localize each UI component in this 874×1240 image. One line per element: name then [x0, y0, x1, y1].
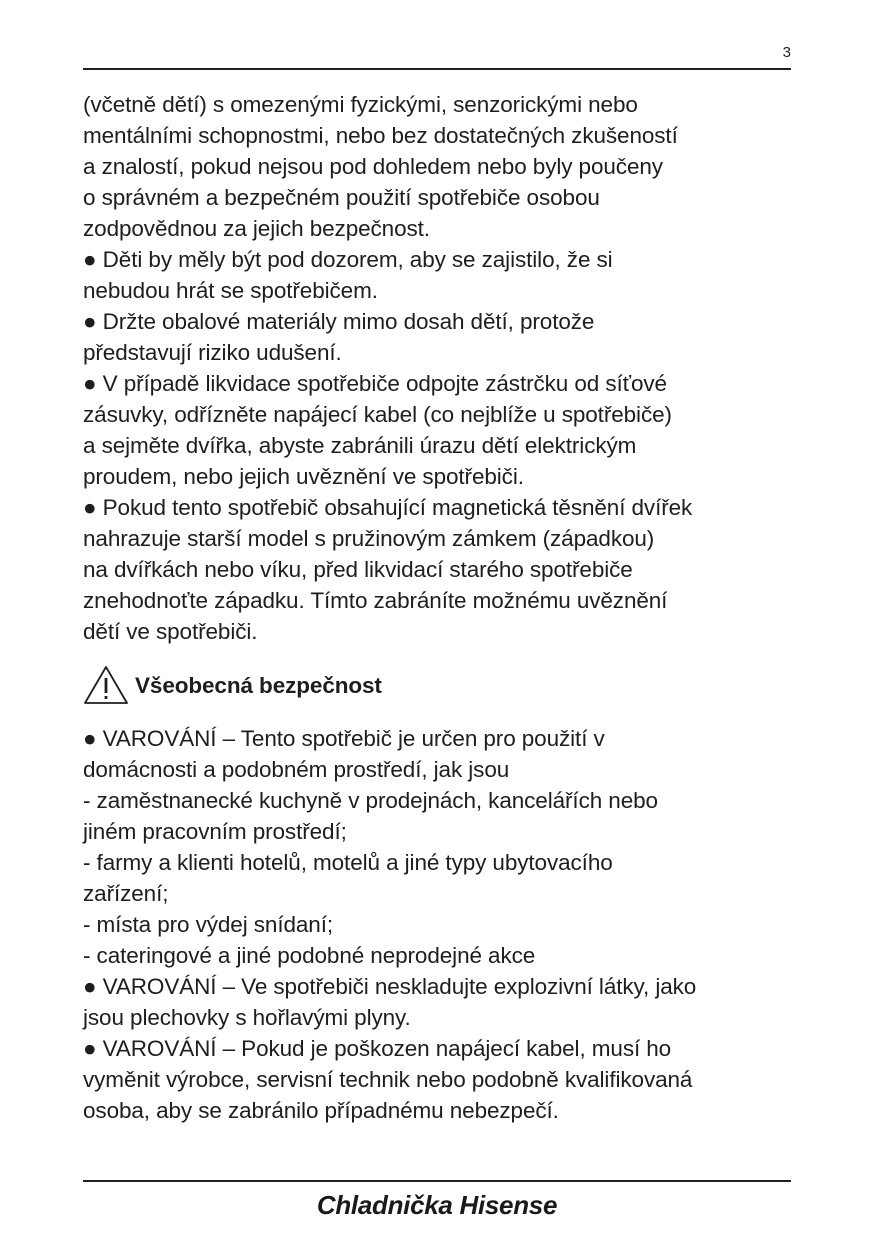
text-line: osoba, aby se zabránilo případnému nebezpečí.	[83, 1098, 559, 1123]
text-line: nahrazuje starší model s pružinovým zámkem (západkou)	[83, 526, 655, 551]
header-divider	[83, 68, 791, 70]
text-line: ● VAROVÁNÍ – Pokud je poškozen napájecí kabel, musí ho	[83, 1036, 672, 1061]
text-line: znehodnoťte západku. Tímto zabráníte možnému uvěznění	[83, 588, 668, 613]
section-title: Všeobecná bezpečnost	[135, 672, 382, 698]
text-line: mentálními schopnostmi, nebo bez dostatečných zkušeností	[83, 123, 678, 148]
section-spacer	[83, 705, 795, 723]
text-line: dětí ve spotřebiči.	[83, 619, 258, 644]
footer-title: Chladnička Hisense	[316, 1190, 558, 1220]
intro-text	[83, 89, 795, 647]
text-line: - místa pro výdej snídaní;	[83, 912, 334, 937]
text-line: a sejměte dvířka, abyste zabránili úrazu dětí elektrickým	[83, 433, 637, 458]
warning-triangle-icon	[83, 665, 129, 705]
text-line: zodpovědnou za jejich bezpečnost.	[83, 216, 430, 241]
text-line: proudem, nebo jejich uvěznění ve spotřebiči.	[83, 464, 524, 489]
text-line: - zaměstnanecké kuchyně v prodejnách, kancelářích nebo	[83, 788, 658, 813]
text-line: - farmy a klienti hotelů, motelů a jiné typy ubytovacího	[83, 850, 613, 875]
section-heading	[83, 665, 795, 705]
text-line: ● Pokud tento spotřebič obsahující magnetická těsnění dvířek	[83, 495, 693, 520]
text-line: (včetně dětí) s omezenými fyzickými, senzorickými nebo	[83, 92, 638, 117]
text-line: ● Děti by měly být pod dozorem, aby se zajistilo, že si	[83, 247, 613, 272]
text-line: a znalostí, pokud nejsou pod dohledem nebo byly poučeny	[83, 154, 663, 179]
page-number: 3	[782, 44, 791, 61]
text-line: ● Držte obalové materiály mimo dosah dětí, protože	[83, 309, 595, 334]
page-content	[83, 89, 795, 1126]
text-line: zařízení;	[83, 881, 169, 906]
section-text	[83, 723, 795, 1126]
text-line: - cateringové a jiné podobné neprodejné akce	[83, 943, 536, 968]
text-line: zásuvky, odřízněte napájecí kabel (co nejblíže u spotřebiče)	[83, 402, 672, 427]
text-line: ● VAROVÁNÍ – Tento spotřebič je určen pro použití v	[83, 726, 605, 751]
text-line: jsou plechovky s hořlavými plyny.	[83, 1005, 411, 1030]
text-line: jiném pracovním prostředí;	[83, 819, 347, 844]
footer-divider	[83, 1180, 791, 1182]
text-line: domácnosti a podobném prostředí, jak jsou	[83, 757, 510, 782]
text-line: o správném a bezpečném použití spotřebiče osobou	[83, 185, 600, 210]
text-line: ● VAROVÁNÍ – Ve spotřebiči neskladujte explozivní látky, jako	[83, 974, 697, 999]
text-line: ● V případě likvidace spotřebiče odpojte zástrčku od síťové	[83, 371, 667, 396]
text-line: představují riziko udušení.	[83, 340, 342, 365]
text-line: na dvířkách nebo víku, před likvidací starého spotřebiče	[83, 557, 633, 582]
text-line: vyměnit výrobce, servisní technik nebo podobně kvalifikovaná	[83, 1067, 693, 1092]
text-line: nebudou hrát se spotřebičem.	[83, 278, 378, 303]
